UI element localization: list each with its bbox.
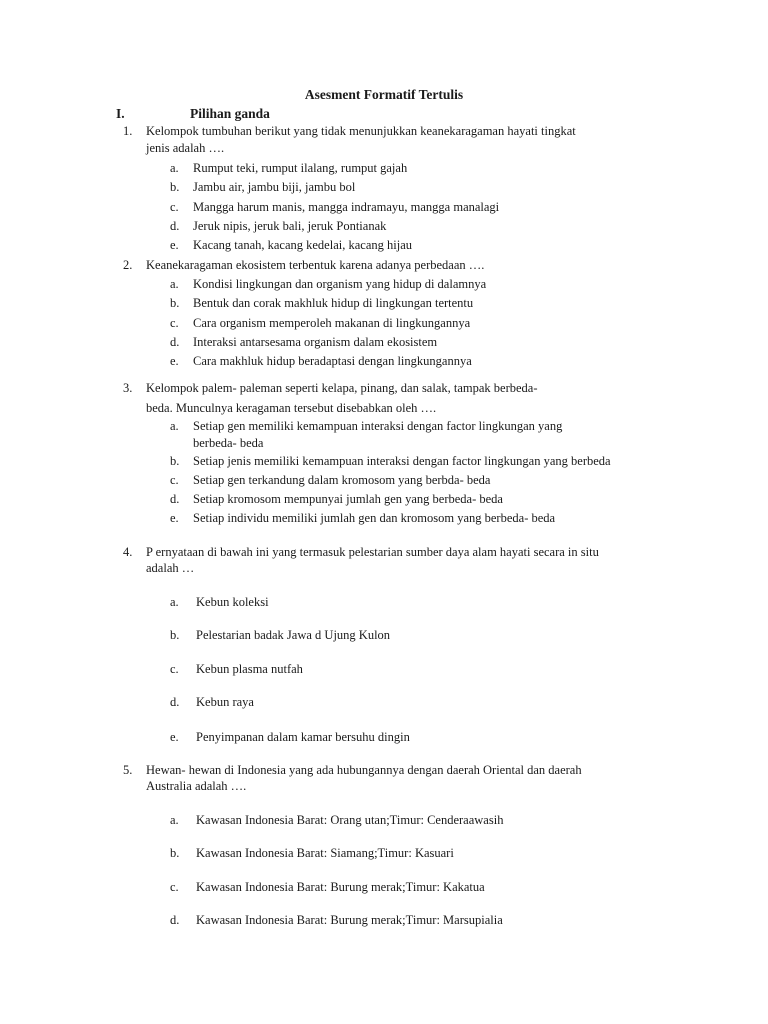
option-text: Setiap individu memiliki jumlah gen dan kromosom yang berbeda- beda: [193, 511, 556, 525]
option-letter: a.: [170, 813, 179, 827]
option-text: Rumput teki, rumput ilalang, rumput gajah: [193, 161, 408, 175]
option-text: Jeruk nipis, jeruk bali, jeruk Pontianak: [193, 219, 387, 233]
question-text: Kelompok tumbuhan berikut yang tidak menunjukkan keanekaragaman hayati tingkat: [146, 124, 576, 138]
section-number: I.: [116, 106, 125, 121]
option-text: Kawasan Indonesia Barat: Burung merak;Timur: Kakatua: [196, 880, 485, 894]
option-letter: c.: [170, 662, 179, 676]
option-text: Interaksi antarsesama organism dalam ekosistem: [193, 335, 438, 349]
option-text: Kebun plasma nutfah: [196, 662, 303, 676]
option-text: Penyimpanan dalam kamar bersuhu dingin: [196, 730, 410, 744]
option-text: Kacang tanah, kacang kedelai, kacang hijau: [193, 238, 412, 252]
option-letter: c.: [170, 316, 179, 330]
option-letter: d.: [170, 335, 180, 349]
question-number: 3.: [123, 381, 133, 395]
option-letter: b.: [170, 628, 180, 642]
option-text: berbeda- beda: [193, 436, 264, 450]
option-letter: a.: [170, 277, 179, 291]
question-number: 2.: [123, 258, 133, 272]
option-letter: d.: [170, 695, 180, 709]
option-letter: e.: [170, 511, 179, 525]
option-letter: e.: [170, 354, 179, 368]
option-letter: e.: [170, 730, 179, 744]
option-text: Cara makhluk hidup beradaptasi dengan lingkungannya: [193, 354, 472, 368]
section-title: Pilihan ganda: [190, 106, 270, 121]
option-text: Kawasan Indonesia Barat: Orang utan;Timur: Cenderaawasih: [196, 813, 504, 827]
option-letter: c.: [170, 200, 179, 214]
option-text: Kebun raya: [196, 695, 254, 709]
question-text: beda. Munculnya keragaman tersebut disebabkan oleh ….: [146, 401, 437, 415]
option-letter: d.: [170, 492, 180, 506]
option-letter: e.: [170, 238, 179, 252]
question-text: P ernyataan di bawah ini yang termasuk pelestarian sumber daya alam hayati secara in situ: [146, 545, 599, 559]
question-number: 1.: [123, 124, 133, 138]
option-text: Jambu air, jambu biji, jambu bol: [193, 180, 356, 194]
option-letter: a.: [170, 419, 179, 433]
option-text: Cara organism memperoleh makanan di lingkungannya: [193, 316, 471, 330]
question-text: jenis adalah ….: [146, 141, 225, 155]
question-text: Kelompok palem- paleman seperti kelapa, pinang, dan salak, tampak berbeda-: [146, 381, 538, 395]
option-text: Setiap kromosom mempunyai jumlah gen yang berbeda- beda: [193, 492, 503, 506]
option-text: Setiap jenis memiliki kemampuan interaksi dengan factor lingkungan yang berbeda: [193, 454, 611, 468]
question-text: Australia adalah ….: [146, 779, 247, 793]
option-text: Kawasan Indonesia Barat: Siamang;Timur: Kasuari: [196, 846, 454, 860]
option-letter: a.: [170, 161, 179, 175]
option-text: Kawasan Indonesia Barat: Burung merak;Timur: Marsupialia: [196, 913, 503, 927]
option-text: Setiap gen memiliki kemampuan interaksi dengan factor lingkungan yang: [193, 419, 563, 433]
option-letter: a.: [170, 595, 179, 609]
option-letter: c.: [170, 880, 179, 894]
question-text: Keanekaragaman ekosistem terbentuk karena adanya perbedaan ….: [146, 258, 485, 272]
option-text: Kondisi lingkungan dan organism yang hidup di dalamnya: [193, 277, 487, 291]
option-letter: b.: [170, 180, 180, 194]
option-letter: b.: [170, 454, 180, 468]
question-text: Hewan- hewan di Indonesia yang ada hubungannya dengan daerah Oriental dan daerah: [146, 763, 582, 777]
document-title: Asesment Formatif Tertulis: [304, 87, 464, 102]
option-text: Mangga harum manis, mangga indramayu, mangga manalagi: [193, 200, 500, 214]
question-number: 5.: [123, 763, 133, 777]
question-number: 4.: [123, 545, 133, 559]
option-text: Bentuk dan corak makhluk hidup di lingkungan tertentu: [193, 296, 474, 310]
option-text: Kebun koleksi: [196, 595, 269, 609]
question-text: adalah …: [146, 561, 195, 575]
option-letter: b.: [170, 296, 180, 310]
option-text: Pelestarian badak Jawa d Ujung Kulon: [196, 628, 391, 642]
option-letter: c.: [170, 473, 179, 487]
option-text: Setiap gen terkandung dalam kromosom yang berbda- beda: [193, 473, 491, 487]
option-letter: b.: [170, 846, 180, 860]
option-letter: d.: [170, 913, 180, 927]
option-letter: d.: [170, 219, 180, 233]
